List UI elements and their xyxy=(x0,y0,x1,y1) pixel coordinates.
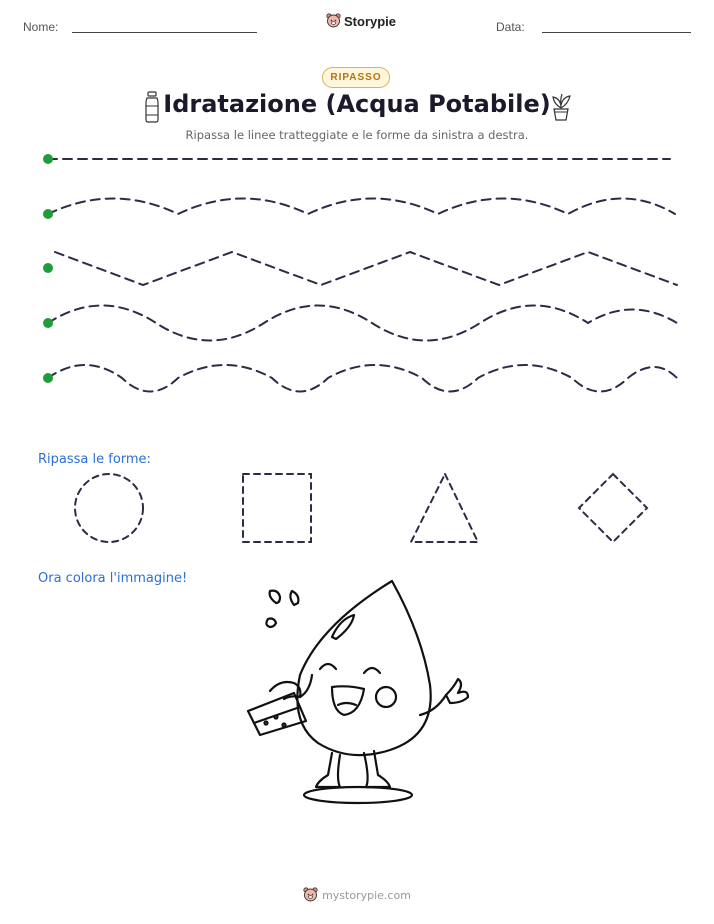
instructions: Ripassa le linee tratteggiate e le forme da sinistra a destra. xyxy=(185,128,529,142)
square-icon xyxy=(243,474,311,542)
page-title: Idratazione (Acqua Potabile) xyxy=(163,90,551,118)
footer-link[interactable]: mystorypie.com xyxy=(322,888,411,902)
shapes-heading: Ripassa le forme: xyxy=(38,452,151,467)
review-badge: RIPASSO xyxy=(322,67,390,88)
coloring-heading: Ora colora l'immagine! xyxy=(38,571,188,586)
brand-name: Storypie xyxy=(344,13,397,29)
bear-logo-icon xyxy=(303,887,318,903)
triangle-icon xyxy=(411,474,478,542)
name-label: Nome: xyxy=(23,20,59,34)
diamond-icon xyxy=(579,474,647,542)
circle-icon xyxy=(75,474,143,542)
date-label: Data: xyxy=(496,20,525,34)
water-drop-character-icon xyxy=(240,575,475,810)
footer xyxy=(0,887,714,903)
